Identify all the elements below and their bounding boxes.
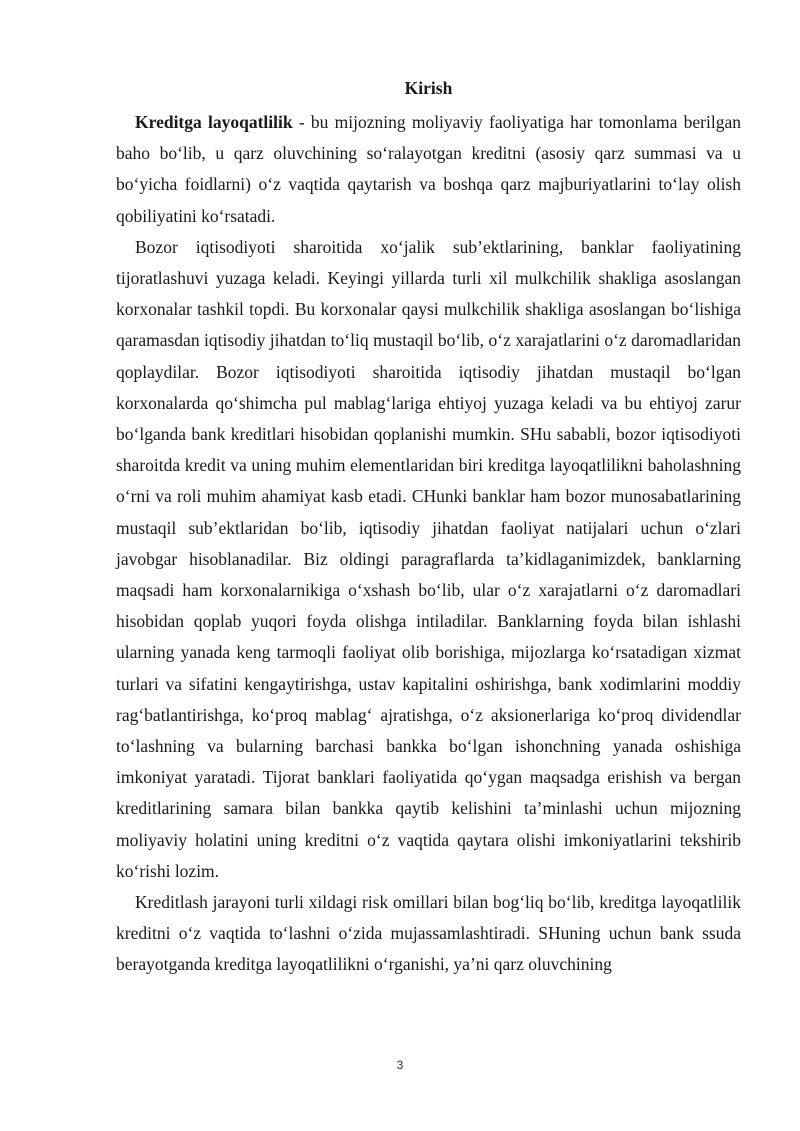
defined-term: Kreditga layoqatlilik [135, 112, 293, 132]
paragraph-crediting-process [116, 887, 741, 981]
paragraph-text: Kreditlash jarayoni turli xildagi risk omillari bilan bog‘liq bo‘lib, kreditga layoqatlilik kreditni o‘z vaqtida to‘lashni o‘zida mujassamlashtiradi. SHuning uchun bank ssuda berayotganda kreditga layoqatlilikni o‘rganishi, ya’ni qarz oluvchining [116, 892, 741, 975]
page-number: 3 [396, 1058, 404, 1072]
paragraph-text: Bozor iqtisodiyoti sharoitida xo‘jalik sub’ektlarining, banklar faoliyatining tijoratlashuvi yuzaga keladi. Keyingi yillarda turli xil mulkchilik shakliga asoslangan korxonalar tashkil topdi. Bu korxonalar qaysi mulkchilik shakliga asoslangan bo‘lishiga qaramasdan iqtisodiy jihatdan to‘liq mustaqil bo‘lib, o‘z xarajatlarini o‘z daromadlaridan qoplaydilar. Bozor iqtisodiyoti sharoitida iqtisodiy jihatdan mustaqil bo‘lgan korxonalarda qo‘shimcha pul mablag‘lariga ehtiyoj yuzaga keladi va bu ehtiyoj zarur bo‘lganda bank kreditlari hisobidan qoplanishi mumkin. SHu sababli, bozor iqtisodiyoti sharoitda kredit va uning muhim elementlaridan biri kreditga layoqatlilikni baholashning o‘rni va roli muhim ahamiyat kasb etadi. CHunki banklar ham bozor munosabatlarining mustaqil sub’ektlaridan bo‘lib, iqtisodiy jihatdan faoliyat natijalari uchun o‘zlari javobgar hisoblanadilar. Biz oldingi paragraflarda ta’kidlaganimizdek, banklarning maqsadi ham korxonalarnikiga o‘xshash bo‘lib, ular o‘z xarajatlarni o‘z daromadlari hisobidan qoplab yuqori foyda olishga intiladilar. Banklarning foyda bilan ishlashi ularning yanada keng tarmoqli faoliyat olib borishiga, mijozlarga ko‘rsatadigan xizmat turlari va sifatini kengaytirishga, ustav kapitalini oshirishga, bank xodimlarini moddiy rag‘batlantirishga, ko‘proq mablag‘ ajratishga, o‘z aksionerlariga ko‘proq dividendlar to‘lashning va bularning barchasi bankka bo‘lgan ishonchning yanada oshishiga imkoniyat yaratadi. Tijorat banklari faoliyatida qo‘ygan maqsadga erishish va bergan kreditlarining samara bilan bankka qaytib kelishini ta’minlashi uchun mijozning moliyaviy holatini uning kreditni o‘z vaqtida qaytara olishi imkoniyatlarini tekshirib ko‘rishi lozim. [116, 236, 741, 881]
paragraph-text: - bu mijozning moliyaviy faoliyatiga har tomonlama berilgan baho bo‘lib, u qarz oluvchining so‘ralayotgan kreditni (asosiy qarz summasi va u bo‘yicha foidlarni) o‘z vaqtida qaytarish va boshqa qarz majburiyatlarini to‘lay olish qobiliyatini ko‘rsatadi. [116, 112, 741, 226]
document-page [116, 76, 741, 981]
page-title: Kirish [404, 78, 453, 98]
paragraph-market-economy [116, 232, 741, 887]
paragraph-definition [116, 107, 741, 232]
